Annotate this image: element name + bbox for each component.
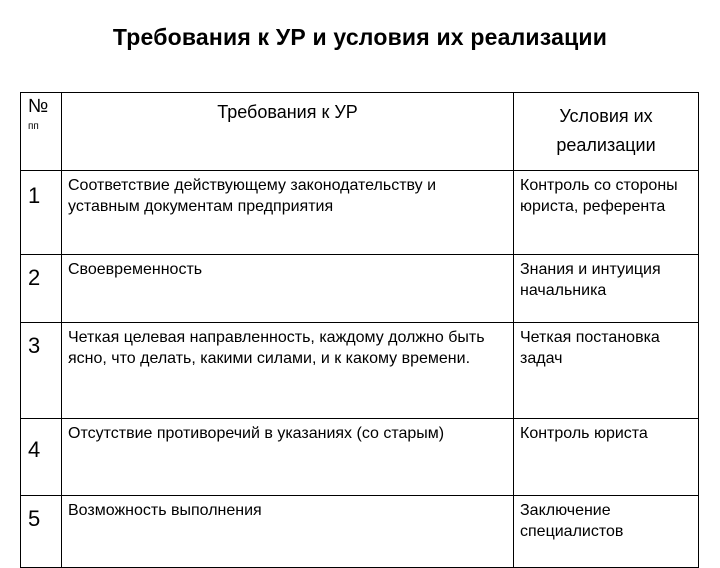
row-requirement: Отсутствие противоречий в указаниях (со старым) bbox=[62, 419, 514, 496]
row-requirement: Четкая целевая направленность, каждому должно быть ясно, что делать, какими силами, и к какому времени. bbox=[62, 323, 514, 419]
table-row bbox=[21, 419, 699, 496]
header-conditions: Условия их реализации bbox=[514, 93, 699, 171]
row-requirement: Возможность выполнения bbox=[62, 496, 514, 568]
header-number bbox=[21, 93, 62, 171]
table-header-row bbox=[21, 93, 699, 171]
requirements-table bbox=[20, 92, 699, 568]
row-requirement: Соответствие действующему законодательству и уставным документам предприятия bbox=[62, 171, 514, 255]
row-condition: Контроль со стороны юриста, референта bbox=[514, 171, 699, 255]
row-requirement: Своевременность bbox=[62, 255, 514, 323]
row-number: 5 bbox=[21, 496, 62, 568]
row-condition: Заключение специалистов bbox=[514, 496, 699, 568]
table-row bbox=[21, 255, 699, 323]
row-condition: Четкая постановка задач bbox=[514, 323, 699, 419]
row-number: 4 bbox=[21, 419, 62, 496]
table-row bbox=[21, 171, 699, 255]
row-condition: Контроль юриста bbox=[514, 419, 699, 496]
header-number-sub: пп bbox=[28, 121, 39, 132]
header-number-label: № bbox=[28, 96, 49, 117]
table-row bbox=[21, 323, 699, 419]
page-title: Требования к УР и условия их реализации bbox=[112, 24, 608, 50]
table-row bbox=[21, 496, 699, 568]
row-number: 1 bbox=[21, 171, 62, 255]
row-number: 3 bbox=[21, 323, 62, 419]
row-condition: Знания и интуиция начальника bbox=[514, 255, 699, 323]
header-requirements: Требования к УР bbox=[62, 93, 514, 171]
row-number: 2 bbox=[21, 255, 62, 323]
